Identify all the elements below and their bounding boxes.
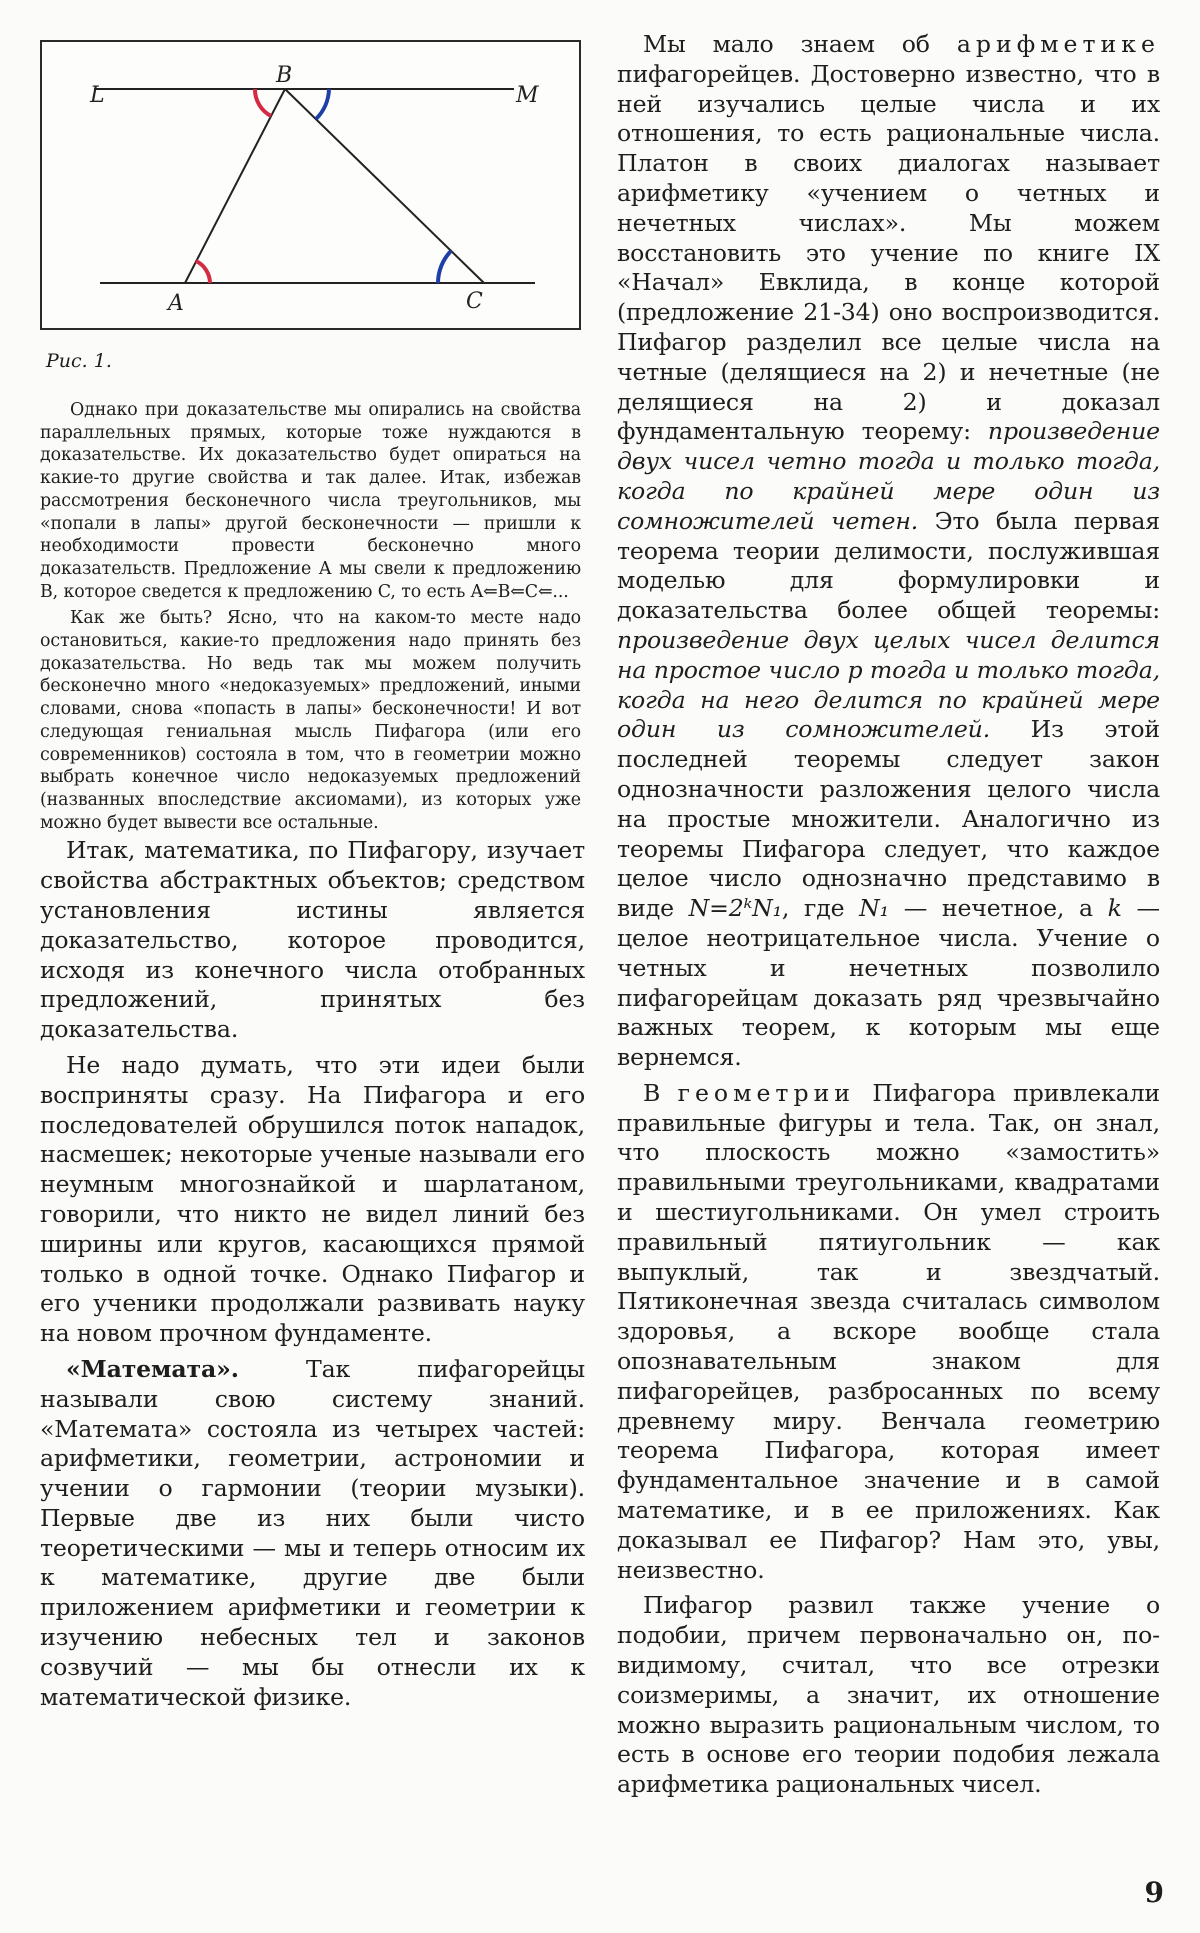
paragraph-small-1: Однако при доказательстве мы опирались на свойства параллельных прямых, которые тоже нуждаются в доказательстве. Их доказательство будет опираться на какие-то другие свойства и так далее. Итак, избежав рассмотрения бесконечного числа треугольников, мы «попали в лапы» другой бесконечности — пришли к необходимости провести бесконечно много доказательств. Предложение A мы свели к предложению B, которое сведется к предложению C, то есть A⇐B⇐C⇐... [40, 400, 581, 602]
triangle-diagram [42, 42, 579, 328]
side-bc [285, 89, 484, 283]
theorem-prime-divisibility: произведение двух целых чисел делится на простое число p тогда и только тогда, когда на него делится по крайней мере один из сомножителей. [617, 625, 1160, 744]
label-a: A [168, 291, 184, 316]
paragraph-geometry [617, 1079, 1160, 1586]
paragraph-left-2: Не надо думать, что эти идеи были восприняты сразу. На Пифагора и его последователей обрушился поток нападок, насмешек; некоторые ученые называли его неумным многознайкой и шарлатаном, говорили, что никто не видел линий без ширины или кругов, касающихся прямой только в одной точке. Однако Пифагор и его ученики продолжали развивать науку на новом прочном фундаменте. [40, 1050, 585, 1348]
label-c: C [466, 289, 483, 314]
paragraph-arithmetic [617, 30, 1160, 1073]
text-run: Пифагора привлекали правильные фигуры и тела. Так, он знал, что плоскость можно «замостить» правильными треугольниками, квадратами и шестиугольниками. Он умел строить правильный пятиугольник — как выпуклый, так и звездчатый. Пятиконечная звезда считалась символом здоровья, а вскоре вообще стала опознавательным знаком для пифагорейцев, разбросанных по всему древнему миру. Венчала геометрию теорема Пифагора, которая имеет фундаментальное значение и в самой математике, и в ее приложениях. Как доказывал ее Пифагор? Нам это, увы, неизвестно. [617, 1078, 1160, 1584]
side-ab [185, 89, 285, 283]
label-b: B [276, 63, 293, 88]
matemata-text: Так пифагорейцы называли свою систему знаний. «Математа» состояла из четырех частей: арифметики, геометрии, астрономии и учении о гармонии (теории музыки). Первые две из них были чисто теоретическими — мы и теперь относим их к математике, другие две были приложением арифметики и геометрии к изучению небесных тел и законов созвучий — мы бы отнесли их к математической физике. [40, 1354, 585, 1711]
matemata-heading: «Математа». [66, 1354, 239, 1383]
spaced-term-arithmetic: арифметике [956, 30, 1160, 58]
paragraph-left-1: Итак, математика, по Пифагору, изучает свойства абстрактных объектов; средством установления истины является доказательство, которое проводится, исходя из конечного числа отобранных предложений, принятых без доказательства. [40, 836, 585, 1044]
paragraph-small-2: Как же быть? Ясно, что на каком-то месте надо остановиться, какие-то предложения надо принять без доказательства. Но ведь так мы можем получить бесконечно много «недоказуемых» предложений, иными словами, снова «попасть в лапы» бесконечности! И вот следующая гениальная мысль Пифагора (или его современников) состояла в том, что в геометрии можно выбрать конечное число недоказуемых предложений (названных впоследствие аксиомами), из которых уже можно будет вывести все остальные. [40, 608, 581, 833]
right-column [617, 30, 1160, 1800]
text-run: — нечетное, а [888, 894, 1108, 923]
text-run: Мы мало знаем об [643, 30, 957, 58]
angle-arc-a [196, 261, 210, 283]
page-number: 9 [1144, 1876, 1164, 1909]
angle-arc-b-right [316, 89, 329, 119]
formula-n1: N₁ [859, 894, 889, 923]
figure-triangle [40, 40, 581, 330]
text-run: — целое неотрицательное числа. Учение о четных и нечетных позволило пифагорейцам доказать ряд чрезвычайно важных теорем, к которым мы еще вернемся. [617, 894, 1161, 1072]
left-column [40, 40, 585, 1712]
text-run: В [643, 1078, 678, 1107]
small-print-block [40, 399, 585, 834]
formula-k: k [1107, 894, 1122, 923]
spaced-term-geometry: геометрии [677, 1078, 856, 1107]
text-run: Из этой последней теоремы следует закон однозначности разложения целого числа на простые множители. Аналогично из теоремы Пифагора следует, что каждое целое число однозначно представимо в виде [617, 715, 1160, 923]
angle-arc-b-left [255, 89, 271, 116]
formula: N=2ᵏN₁ [688, 894, 782, 923]
angle-arc-c [438, 251, 451, 283]
label-m: M [516, 83, 539, 108]
label-l: L [90, 83, 105, 108]
theorem-even-product: произведение двух чисел четно тогда и только тогда, когда по крайней мере один из сомножителей четен. [617, 417, 1160, 535]
text-run: Это была первая теорема теории делимости, послужившая моделью для формулировки и доказательства более общей теоремы: [617, 506, 1160, 625]
text-run: пифагорейцев. Достоверно известно, что в ней изучались целые числа и их отношения, то есть рациональные числа. Платон в своих диалогах называет арифметику «учением о четных и нечетных числах». Мы можем восстановить это учение по книге IX «Начал» Евклида, в конце которой (предложение 21-34) оно воспроизводится. Пифагор разделил все целые числа на четные (делящиеся на 2) и нечетные (не делящиеся на 2) и доказал фундаментальную теорему: [617, 59, 1160, 446]
figure-caption: Рис. 1. [46, 350, 112, 372]
text-run: , где [781, 894, 860, 923]
paragraph-matemata [40, 1355, 585, 1713]
paragraph-similarity: Пифагор развил также учение о подобии, причем первоначально он, по-видимому, считал, что все отрезки соизмеримы, а значит, их отношение можно выразить рациональным числом, то есть в основе его теории подобия лежала арифметика рациональных чисел. [617, 1591, 1160, 1799]
